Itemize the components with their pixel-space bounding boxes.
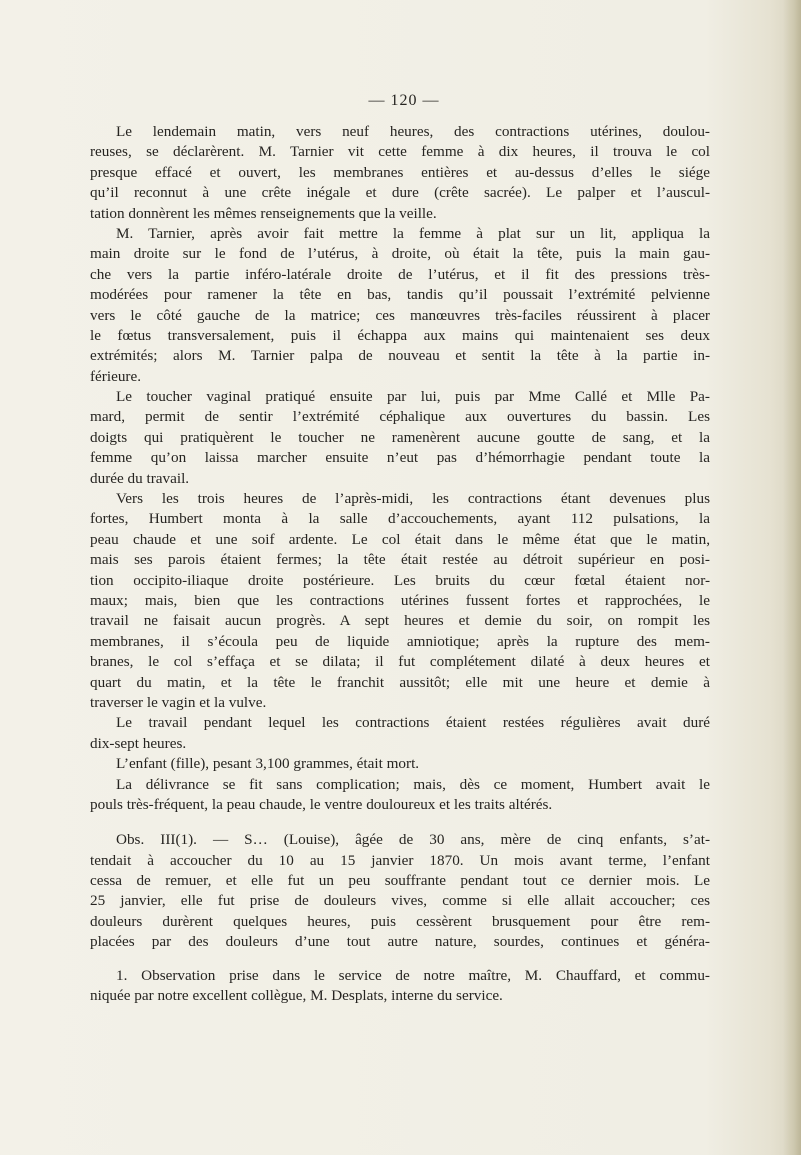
text-line: Vers les trois heures de l’après-midi, les contractions étant devenues plus [116,490,710,508]
text-line: Le travail pendant lequel les contractions étaient restées régulières avait duré [116,714,710,732]
text-line: qu’il reconnut à une crête inégale et dure (crête sacrée). Le palper et l’auscul- [90,184,710,202]
text-line: férieure. [90,367,142,385]
text-line: vers le côté gauche de la matrice; ces manœuvres très-faciles réussirent à placer [90,306,710,324]
observation-line: cessa de remuer, et elle fut un peu souffrante pendant tout ce dernier mois. Le [90,872,710,890]
text-line: branes, le col s’effaça et se dilata; il fut complétement dilaté à deux heures et [90,653,710,671]
text-line: main droite sur le fond de l’utérus, à droite, où était la tête, puis la main gau- [90,245,710,263]
main-paragraphs [90,122,710,815]
text-line: pouls très-fréquent, la peau chaude, le ventre douloureux et les traits altérés. [90,795,553,813]
footnote-gap [90,953,710,966]
text-line: le fœtus transversalement, puis il échappa aux mains qui maintenaient ses deux [90,326,710,344]
text-line: modérées pour ramener la tête en bas, tandis qu’il poussait l’extrémité pelvienne [90,286,710,304]
observation-line: tendait à accoucher du 10 au 15 janvier 1870. Un mois avant terme, l’enfant [90,851,710,869]
observation-line: Obs. III(1). — S… (Louise), âgée de 30 ans, mère de cinq enfants, s’at- [116,831,710,849]
text-line: maux; mais, bien que les contractions utérines fussent fortes et rapprochées, le [90,591,710,609]
page-edge-shadow [783,0,801,1155]
text-line: durée du travail. [90,469,190,487]
text-line: che vers la partie inféro-latérale droite de l’utérus, et il fit des pressions très- [90,265,710,283]
text-line: M. Tarnier, après avoir fait mettre la femme à plat sur un lit, appliqua la [116,224,710,242]
text-line: mais ses parois étaient fermes; la tête était restée au détroit supérieur en posi- [90,551,710,569]
text-line: femme qu’on laissa marcher ensuite n’eut pas d’hémorrhagie pendant toute la [90,449,710,467]
body-text [90,122,710,1006]
text-line: quart du matin, et la tête le franchit aussitôt; elle mit une heure et demie à [90,673,710,691]
page-number: — 120 — [368,92,440,109]
observation-line: douleurs durèrent quelques heures, puis cessèrent brusquement pour être rem- [90,912,710,930]
text-line: reuses, se déclarèrent. M. Tarnier vit cette femme à dix heures, il trouva le col [90,143,710,161]
observation-paragraph [90,830,710,952]
text-line: peau chaude et une soif ardente. Le col était dans le même état que le matin, [90,530,710,548]
text-line: Le toucher vaginal pratiqué ensuite par lui, puis par Mme Callé et Mlle Pa- [116,388,710,406]
text-line: L’enfant (fille), pesant 3,100 grammes, était mort. [116,755,420,773]
footnote-line: 1. Observation prise dans le service de notre maître, M. Chauffard, et commu- [116,966,710,984]
text-line: dix-sept heures. [90,734,187,752]
text-line: tation donnèrent les mêmes renseignements que la veille. [90,204,437,222]
text-line: La délivrance se fit sans complication; mais, dès ce moment, Humbert avait le [116,775,710,793]
text-line: presque effacé et ouvert, les membranes entières et au-dessus d’elles le siége [90,163,710,181]
text-line: mard, permit de sentir l’extrémité céphalique aux ouvertures du bassin. Les [90,408,710,426]
text-line: tion occipito-iliaque droite postérieure. Les bruits du cœur fœtal étaient nor- [90,571,710,589]
text-line: Le lendemain matin, vers neuf heures, des contractions utérines, doulou- [116,123,710,140]
text-line: membranes, il s’écoula peu de liquide amniotique; après la rupture des mem- [90,632,710,650]
text-line: doigts qui pratiquèrent le toucher ne ramenèrent aucune goutte de sang, et la [90,428,710,446]
footnote-line: niquée par notre excellent collègue, M. Desplats, interne du service. [90,987,503,1005]
text-line: extrémités; alors M. Tarnier palpa de nouveau et sentit la tête à la partie in- [90,347,710,365]
text-line: travail ne faisait aucun progrès. A sept heures et demie du soir, on rompit les [90,612,710,630]
observation-line: 25 janvier, elle fut prise de douleurs vives, comme si elle allait accoucher; ces [90,892,710,910]
section-gap [90,815,710,830]
text-line: traverser le vagin et la vulve. [90,693,267,711]
text-line: fortes, Humbert monta à la salle d’accouchements, ayant 112 pulsations, la [90,510,710,528]
footnote [90,966,710,1007]
observation-line: placées par des douleurs d’une tout autre nature, sourdes, continues et généra- [90,933,710,951]
